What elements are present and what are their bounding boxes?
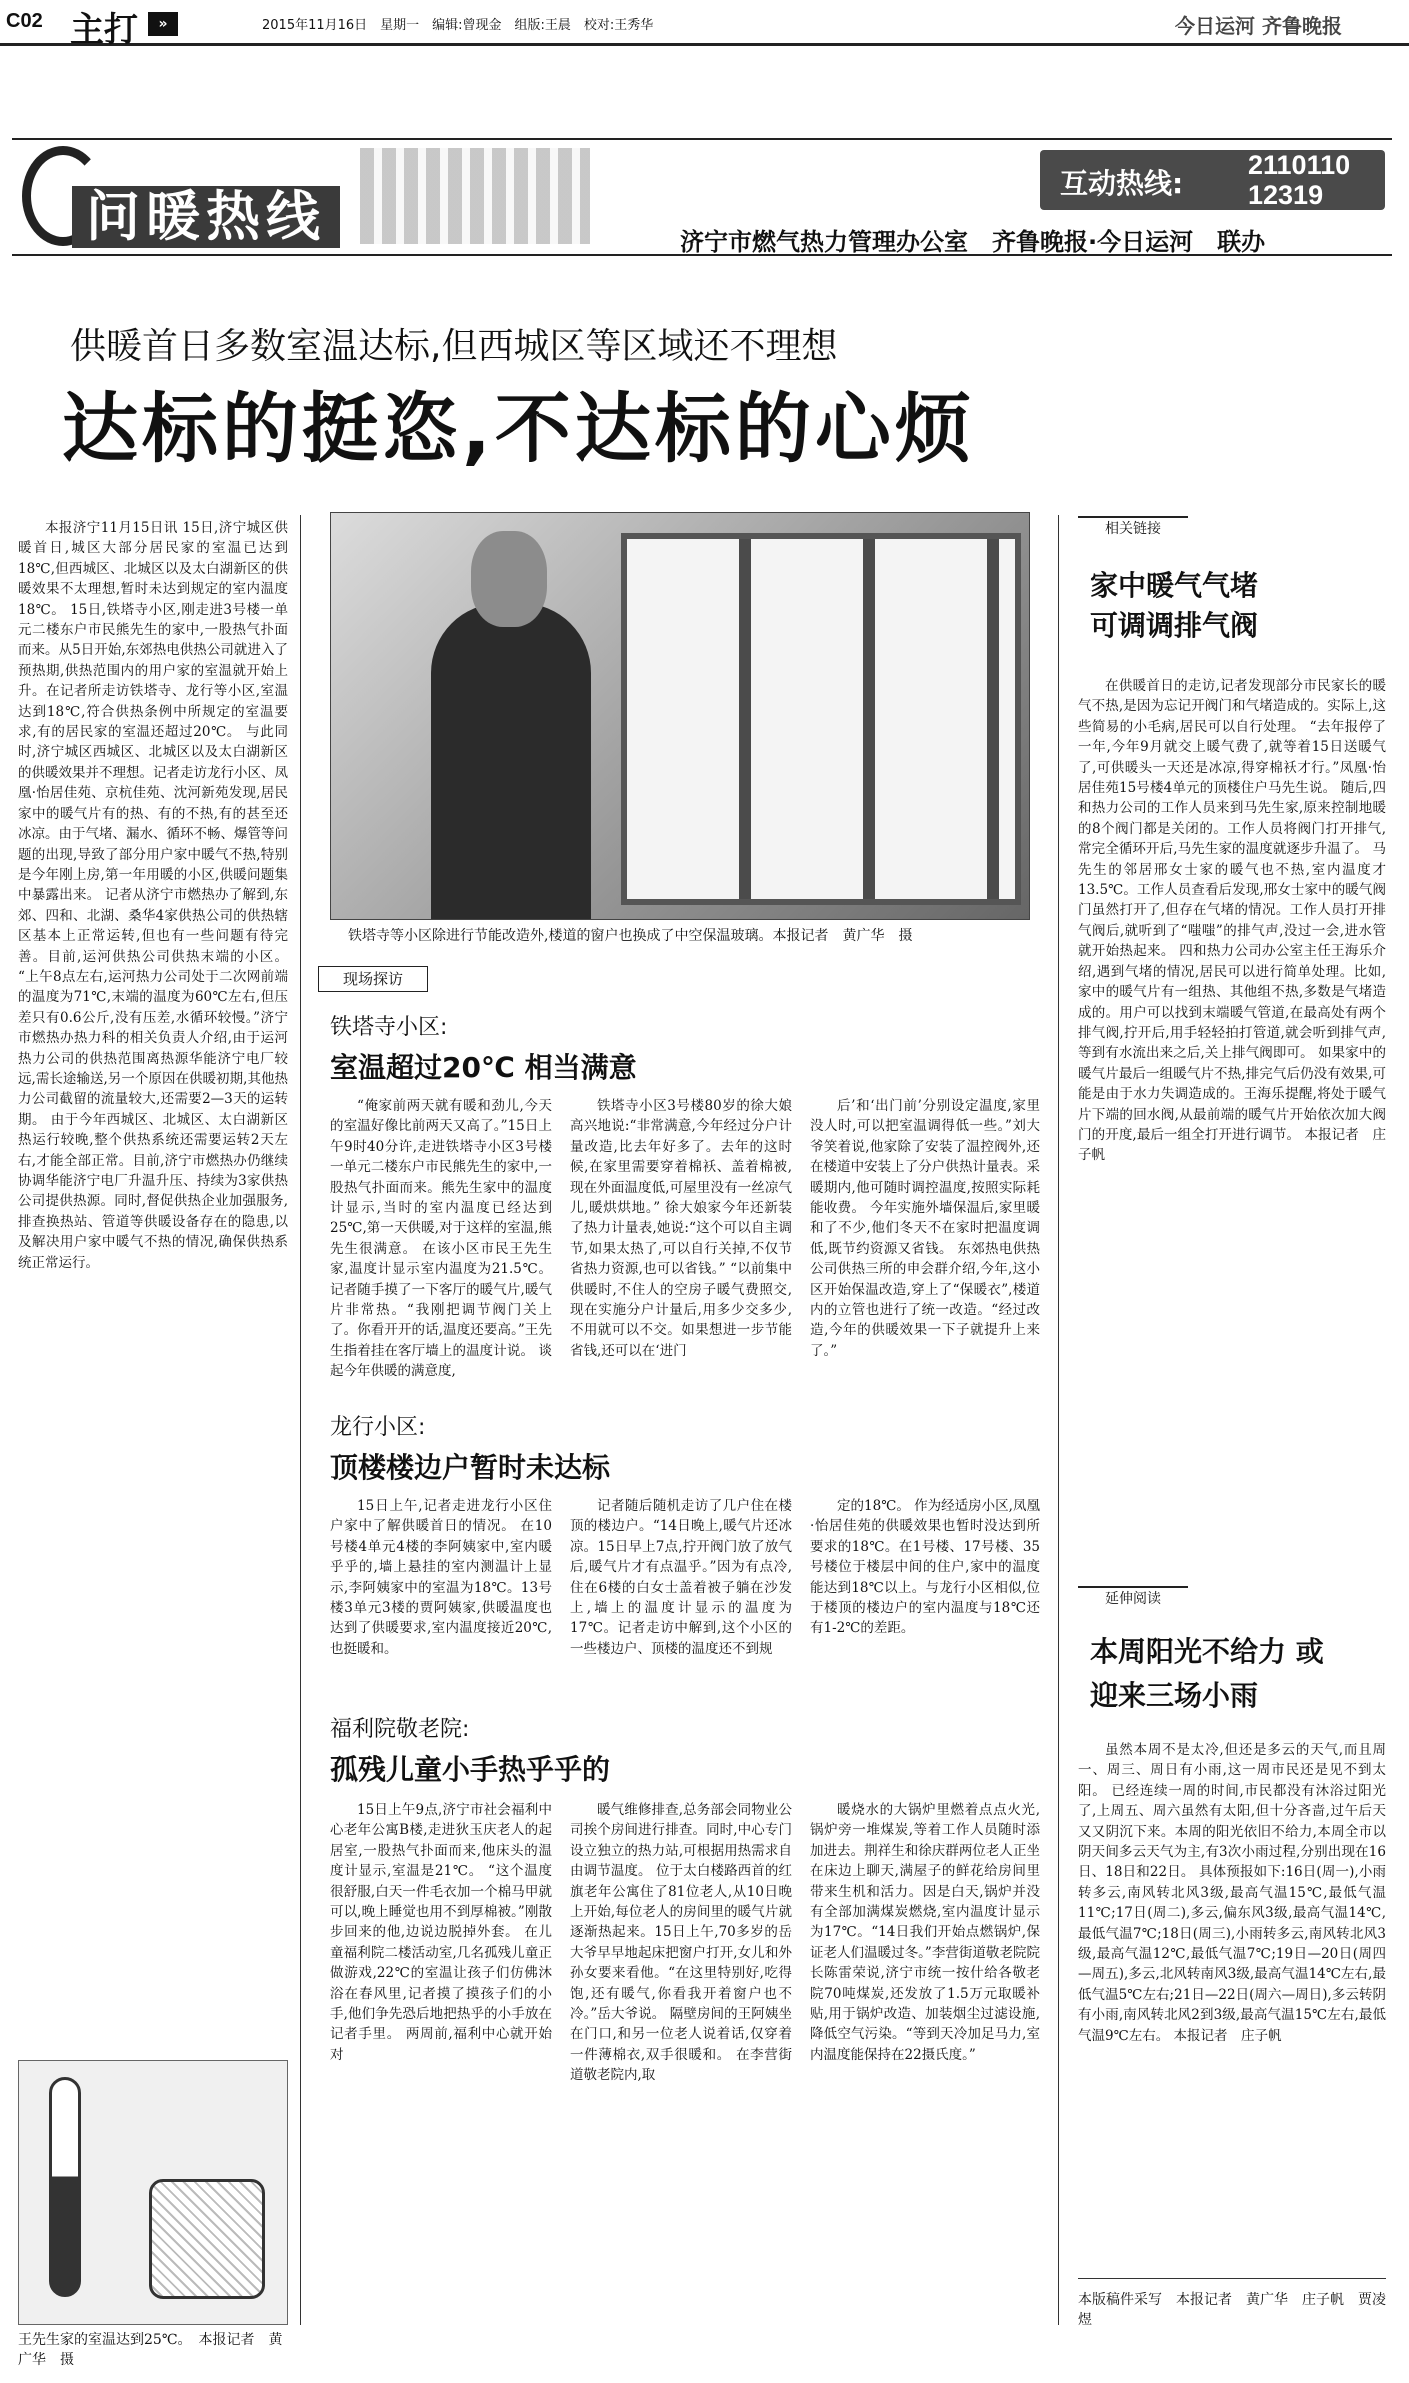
person-head — [471, 531, 547, 627]
column-title: 问暖热线 — [72, 186, 340, 248]
section-arrow-icon: » — [148, 12, 178, 36]
article-kicker: 供暖首日多数室温达标,但西城区等区域还不理想 — [70, 326, 838, 367]
byline-credit: 本版稿件采写 本报记者 黄广华 庄子帆 贾凌煜 — [1078, 2292, 1386, 2328]
subsection-body-col1: 15日上午9点,济宁市社会福利中心老年公寓B楼,走进狄玉庆老人的起居室,一股热气扑面而来,他床头的温度计显示,室温是21℃。 “这个温度很舒服,白天一件毛衣加一个棉马甲就可以,晚上睡觉也用不到厚棉被。”刚散步回来的他,边说边脱掉外套。 在儿童福利院二楼活动室,几名孤残儿童正做游戏,22℃的室温让孩子们仿佛沐浴在春风里,记者摸了摸孩子们的小手,他们争先恐后地把热乎的小手放在记者手里。 两周前,福利中心就开始对 — [330, 1802, 552, 2063]
side-photo-caption: 王先生家的室温达到25℃。 本报记者 黄广华 摄 — [18, 2332, 283, 2368]
page-number: C02 — [6, 10, 43, 32]
subsection-body-col2: 暖气维修排查,总务部会同物业公司挨个房间进行排查。同时,中心专门设立独立的热力站,可根据用热需求自由调节温度。 位于太白楼路西首的红旗老年公寓住了81位老人,从10日晚上开始,每位老人的房间里的暖气片就逐渐热起来。15日上午,70多岁的岳大爷早早地起床把窗户打开,女儿和外孙女要来看他。“在这里特别好,吃得饱,还有暖气,你看我开着窗户也不冷。”岳大爷说。 隔壁房间的王阿姨坐在门口,和另一位老人说着话,仅穿着一件薄棉衣,双手很暖和。 在李营街道敬老院内,取 — [570, 1802, 792, 2084]
article-headline: 达标的挺恣,不达标的心烦 — [62, 384, 975, 473]
subsection-body-col1: “俺家前两天就有暖和劲儿,今天的室温好像比前两天又高了。”15日上午9时40分许,走进铁塔寺小区3号楼一单元二楼东户市民熊先生的家中,一股热气扑面而来。熊先生家中的温度计显示,当时的室内温度已经达到25℃,第一天供暖,对于这样的室温,熊先生很满意。 在该小区市民王先生家,温度计显示室内温度为21.5℃。记者随手摸了一下客厅的暖气片,暖气片非常热。“我刚把调节阀门关上了。你看开开的话,温度还要高。”王先生指着挂在客厅墙上的温度计说。 谈起今年供暖的满意度, — [330, 1098, 552, 1380]
subsection-body-col1: 15日上午,记者走进龙行小区住户家中了解供暖首日的情况。 在10号楼4单元4楼的李阿姨家中,室内暖乎乎的,墙上悬挂的室内测温计上显示,李阿姨家中的室温为18℃。13号楼3单元3楼的贾阿姨家,供暖温度也达到了供暖要求,室内温度接近20℃,也挺暖和。 — [330, 1498, 552, 1657]
subsection-headline: 室温超过20℃ 相当满意 — [330, 1051, 637, 1084]
article-lead-text: 本报济宁11月15日讯 15日,济宁城区供暖首日,城区大部分居民家的室温已达到18℃,但西城区、北城区以及太白湖新区的供暖效果不太理想,暂时未达到规定的室内温度18℃。 15日,铁塔寺小区,刚走进3号楼一单元二楼东户市民熊先生的家中,一股热气扑面而来。从5日开始,东郊热电供热公司就进入了预热期,供热范围内的用户家的室温就开始上升。在记者所走访铁塔寺、龙行等小区,室温达到18℃,符合供热条例中所规定的室温要求,有的居民家的室温还超过20℃。 与此同时,济宁城区西城区、北城区以及太白湖新区的供暖效果并不理想。记者走访龙行小区、凤凰·怡居佳苑、京杭佳苑、沈河新苑发现,居民家中的暖气片有的热、有的不热,有的甚至还冰凉。由于气堵、漏水、循环不畅、爆管等问题的出现,导致了部分用户家中暖气不热,特别是今年刚上房,第一年用暖的小区,供暖问题集中暴露出来。 记者从济宁市燃热办了解到,东郊、四和、北湖、桑华4家供热公司的供热辖区基本上正常运转,但也有一些问题有待完善。目前,运河供热公司供热末端的小区。 “上午8点左右,运河热力公司处于二次网前端的温度为71℃,末端的温度为60℃左右,但压差只有0.6公斤,没有压差,水循环较慢。”济宁市燃热办热力科的相关负责人介绍,由于运河热力公司的供热范围离热源华能济宁电厂较远,需长途输送,另一个原因在供暖初期,其他热力公司截留的流量较大,还需要2—3天的运转期。 由于今年西城区、北城区、太白湖新区热运行较晚,整个供热系统还需要运转2天左右,才能全部正常。目前,济宁市燃热办仍继续协调华能济宁电厂升温升压、持续为3家供热公司提供热源。同时,督促供热企业加强服务,排查换热站、管道等供暖设备存在的隐患,以及解决用户家中暖气不热的情况,确保供热系统正常运行。 — [18, 520, 288, 1271]
window-frame — [621, 533, 1021, 905]
co-sponsor-line: 济宁市燃气热力管理办公室 齐鲁晚报·今日运河 联办 — [680, 228, 1266, 256]
subsection-body-col3: 暖烧水的大锅炉里燃着点点火光,锅炉旁一堆煤炭,等着工作人员随时添加进去。荆祥生和徐庆群两位老人正坐在床边上聊天,满屋子的鲜花给房间里带来生机和活力。因是白天,锅炉并没有全部加满煤炭燃烧,室内温度计显示为17℃。“14日我们开始点燃锅炉,保证老人们温暖过冬。”李营街道敬老院院长陈雷荣说,济宁市统一按什给各敬老院70吨煤炭,还发放了1.5万元取暖补贴,用于锅炉改造、加装烟尘过滤设施,降低空气污染。“等到天冷加足马力,室内温度能保持在22摄氏度。” — [810, 1802, 1040, 2063]
sidebar-headline: 家中暖气气堵 可调调排气阀 — [1090, 569, 1259, 642]
subsection-body-col2: 记者随后随机走访了几户住在楼顶的楼边户。“14日晚上,暖气片还冰凉。15日早上7点,拧开阀门放了放气后,暖气片才有点温乎。”因为有点冷,住在6楼的白女士盖着被子躺在沙发上,墙上的温度计显示的温度为17℃。记者走访中解到,这个小区的一些楼边户、顶楼的温度还不到规 — [570, 1498, 792, 1657]
sidebar-tag: 延伸阅读 — [1078, 1586, 1188, 1610]
subsection-body-col3: 后’和‘出门前’分别设定温度,家里没人时,可以把室温调得低一些。”刘大爷笑着说,他家除了安装了温控阀外,还在楼道中安装上了分户供热计量表。采暖期内,他可随时调控温度,按照实际耗能收费。 今年实施外墙保温后,家里暖和了不少,他们冬天不在家时把温度调低,既节约资源又省钱。 东郊热电供热公司供热三所的申会群介绍,今年,这小区开始保温改造,穿上了“保暖衣”,楼道内的立管也进行了统一改造。“经过改造,今年的供暖效果一下子就提升上来了。” — [810, 1098, 1040, 1359]
section-label: 主打 — [70, 10, 138, 50]
date-line: 2015年11月16日 星期一 编辑:曾现金 组版:王晨 校对:王秀华 — [262, 18, 654, 33]
section-tag: 现场探访 — [318, 966, 428, 992]
side-photo — [18, 2060, 288, 2325]
radiator-icon — [360, 148, 590, 244]
subsection-kicker: 龙行小区: — [330, 1415, 426, 1440]
person-silhouette — [431, 603, 591, 920]
subsection-body-col2: 铁塔寺小区3号楼80岁的徐大娘高兴地说:“非常满意,今年经过分户计量改造,比去年好多了。去年的这时候,在家里需要穿着棉袄、盖着棉被,现在外面温度低,可屋里没有一丝凉气儿,暖烘烘地。” 徐大娘家今年还新装了热力计量表,她说:“这个可以自主调节,如果太热了,可以自行关掉,不仅节省热力资源,也可以省钱。” “以前集中供暖时,不住人的空房子暖气费照交,现在实施分户计量后,用多少交多少,不用就可以不交。如果想进一步节能省钱,还可以在‘进门 — [570, 1098, 792, 1359]
bag-illustration — [149, 2179, 265, 2299]
thermometer-icon — [49, 2077, 81, 2297]
subsection-headline: 顶楼楼边户暂时未达标 — [330, 1451, 611, 1484]
sidebar-body: 虽然本周不是太冷,但还是多云的天气,而且周一、周三、周日有小雨,这一周市民还是见不到太阳。 已经连续一周的时间,市民都没有沐浴过阳光了,上周五、周六虽然有太阳,但十分吝啬,过午后天又又阴沉下来。本周的阳光依旧不给力,本周全市以阴天间多云天气为主,有3次小雨过程,分别出现在16日、18日和22日。 具体预报如下:16日(周一),小雨转多云,南风转北风3级,最高气温15℃,最低气温11℃;17日(周二),多云,偏东风3级,最高气温14℃,最低气温7℃;18日(周三),小雨转多云,南风转北风3级,最高气温12℃,最低气温7℃;19日—20日(周四—周五),多云,北风转南风3级,最高气温14℃左右,最低气温5℃左右;21日—22日(周六—周日),多云转阴有小雨,南风转北风2到3级,最高气温15℃左右,最低气温9℃左右。 本报记者 庄子帆 — [1078, 1742, 1386, 2044]
subsection-kicker: 铁塔寺小区: — [330, 1015, 448, 1040]
photo-caption: 铁塔寺等小区除进行节能改造外,楼道的窗户也换成了中空保温玻璃。本报记者 黄广华 摄 — [348, 928, 913, 944]
sidebar-tag: 相关链接 — [1078, 516, 1188, 540]
subsection-body-col3: 定的18℃。 作为经适房小区,凤凰·怡居佳苑的供暖效果也暂时没达到所要求的18℃。在1号楼、17号楼、35号楼位于楼层中间的住户,家中的温度能达到18℃以上。与龙行小区相似,位于楼顶的楼边户的室内温度与18℃还有1-2℃的差距。 — [810, 1498, 1040, 1637]
sidebar-rule — [1078, 2278, 1386, 2279]
hotline-number-2: 12319 — [1248, 180, 1324, 210]
column-divider — [1058, 515, 1059, 2325]
hotline-number-1: 2110110 — [1248, 150, 1351, 180]
masthead-brand: 今日运河 齐鲁晚报 — [1175, 14, 1342, 38]
column-divider — [300, 515, 301, 2325]
hotline-label: 互动热线: — [1060, 167, 1184, 200]
main-photo — [330, 512, 1030, 920]
sidebar-headline: 本周阳光不给力 或迎来三场小雨 — [1090, 1635, 1324, 1712]
subsection-headline: 孤残儿童小手热乎乎的 — [330, 1753, 611, 1786]
subsection-kicker: 福利院敬老院: — [330, 1717, 470, 1742]
sidebar-body: 在供暖首日的走访,记者发现部分市民家长的暖气不热,是因为忘记开阀门和气堵造成的。实际上,这些简易的小毛病,居民可以自行处理。 “去年报停了一年,今年9月就交上暖气费了,就等着15日送暖气了,可供暖头一天还是冰凉,得穿棉袄才行。”凤凰·怡居佳苑15号楼4单元的顶楼住户马先生说。 随后,四和热力公司的工作人员来到马先生家,原来控制地暖的8个阀门都是关闭的。工作人员将阀门打开排气,常完全循环开后,马先生家的温度就逐步升温了。 马先生的邻居邢女士家的暖气也不热,室内温度才13.5℃。工作人员查看后发现,邢女士家中的暖气阀门虽然打开了,但存在气堵的情况。工作人员打开排气阀后,就听到了“嗤嗤”的排气声,没过一会,进水管就开始热起来。 四和热力公司办公室主任王海乐介绍,遇到气堵的情况,居民可以进行简单处理。比如,家中的暖气片有一组热、其他组不热,多数是气堵造成的。用户可以找到末端暖气管道,在最高处有两个排气阀,拧开后,用手轻轻拍打管道,就会听到排气声,等到有水流出来之后,关上排气阀即可。 如果家中的暖气片最后一组暖气片不热,排完气后仍没有效果,可能是由于水力失调造成的。王海乐提醒,将处于暖气片下端的回水阀,从最前端的暖气片开始依次加大阀门的开度,最后一组全打开进行调节。 本报记者 庄子帆 — [1078, 678, 1386, 1164]
